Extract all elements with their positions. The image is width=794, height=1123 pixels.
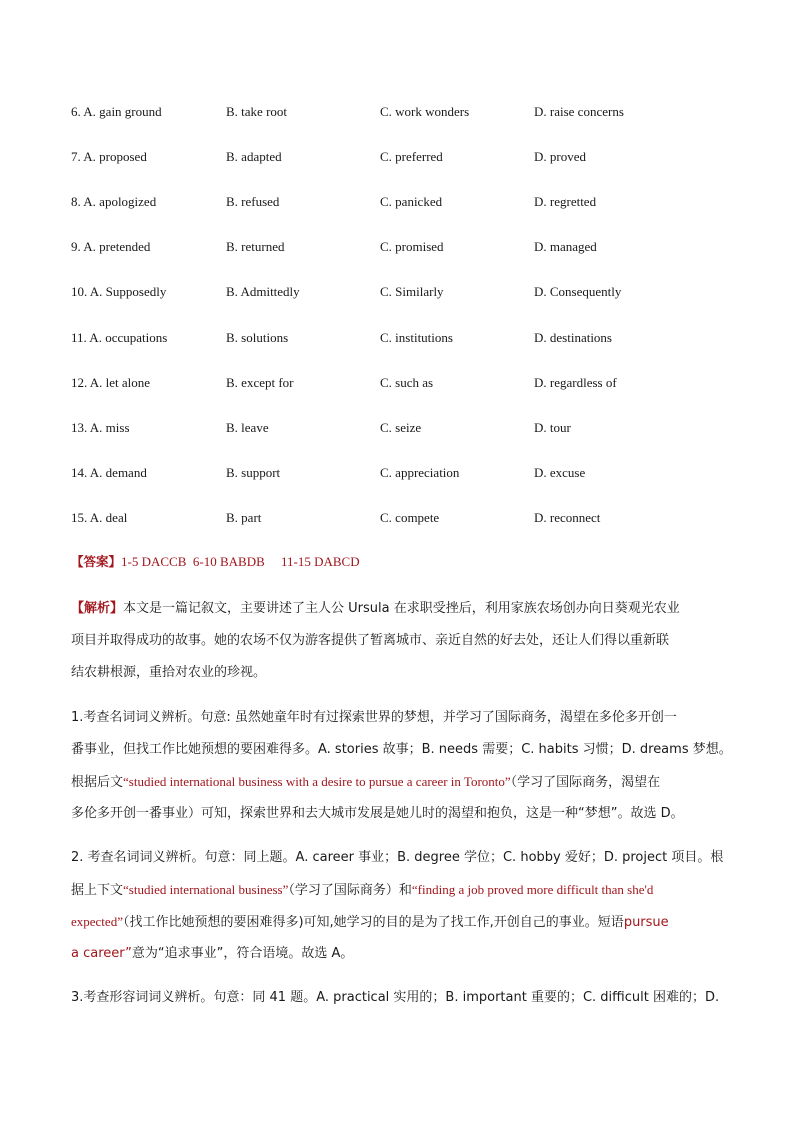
explanation-text: 根据后文 [71, 775, 124, 790]
explanation-text: （学习了国际商务，渴望在 [510, 775, 661, 790]
option-b: B. support [226, 465, 281, 480]
option-c: C. Similarly [380, 284, 444, 299]
analysis-line: 项目并取得成功的故事。她的农场不仅为游客提供了暂离城市、亲近自然的好去处，还让人们得以重新联 [71, 633, 670, 648]
quoted-phrase: “studied international business” [123, 882, 289, 897]
option-b: B. Admittedly [226, 284, 300, 299]
explanation-line: 3.考查形容词词义辨析。句意：同 41 题。A. practical 实用的；B. important 重要的；C. difficult 困难的；D. [71, 990, 720, 1005]
option-b: B. part [226, 510, 262, 525]
explanation-3 [71, 982, 737, 1014]
option-b: B. solutions [226, 330, 289, 345]
option-row-12 [0, 373, 794, 393]
option-row-10 [0, 282, 794, 302]
option-a: 8. A. apologized [71, 194, 157, 209]
option-b: B. leave [226, 420, 269, 435]
explanation-text: 意为“追求事业”，符合语境。故选 A。 [131, 946, 354, 961]
option-a: 9. A. pretended [71, 239, 151, 254]
option-a: 14. A. demand [71, 465, 147, 480]
option-d: D. regardless of [534, 375, 617, 390]
option-c: C. work wonders [380, 104, 470, 119]
option-row-15 [0, 508, 794, 528]
explanation-1 [71, 702, 737, 830]
explanation-text: 据上下文 [71, 883, 124, 898]
option-c: C. promised [380, 239, 444, 254]
option-d: D. raise concerns [534, 104, 624, 119]
option-c: C. compete [380, 510, 440, 525]
option-b: B. take root [226, 104, 288, 119]
option-b: B. refused [226, 194, 280, 209]
option-c: C. appreciation [380, 465, 460, 480]
option-b: B. except for [226, 375, 294, 390]
explanation-2 [71, 842, 737, 970]
answer-tag: 【答案】 [71, 554, 122, 569]
analysis-line: 本文是一篇记叙文，主要讲述了主人公 Ursula 在求职受挫后，利用家族农场创办向日葵观光农业 [123, 601, 680, 616]
option-row-7 [0, 147, 794, 167]
answer-text: 1-5 DACCB 6-10 BABDB 11-15 DABCD [121, 554, 360, 569]
explanation-text: （找工作比她预想的要困难得多)可知,她学习的目的是为了找工作,开创自己的事业。短语 [122, 915, 624, 930]
explanation-text: （学习了国际商务）和 [288, 883, 412, 898]
explanation-line: 1.考查名词词义辨析。句意: 虽然她童年时有过探索世界的梦想，并学习了国际商务，渴望在多伦多开创一 [71, 710, 677, 725]
explanation-line: 2. 考查名词词义辨析。句意：同上题。A. career 事业；B. degree 学位；C. hobby 爱好；D. project 项目。根 [71, 850, 724, 865]
option-row-8 [0, 192, 794, 212]
option-d: D. managed [534, 239, 597, 254]
option-d: D. proved [534, 149, 586, 164]
option-d: D. destinations [534, 330, 612, 345]
quoted-phrase: “studied international business with a desire to pursue a career in Toronto” [123, 774, 511, 789]
option-a: 13. A. miss [71, 420, 130, 435]
option-c: C. institutions [380, 330, 453, 345]
quoted-phrase: pursue [623, 915, 669, 930]
analysis-line: 结农耕根源，重拾对农业的珍视。 [71, 665, 267, 680]
option-c: C. panicked [380, 194, 443, 209]
answer-key [71, 552, 360, 572]
option-a: 10. A. Supposedly [71, 284, 167, 299]
option-d: D. regretted [534, 194, 597, 209]
option-c: C. seize [380, 420, 422, 435]
option-b: B. adapted [226, 149, 282, 164]
explanation-line: 多伦多开创一番事业）可知，探索世界和去大城市发展是她儿时的渴望和抱负，这是一种“梦想”。故选 D。 [71, 806, 684, 821]
option-d: D. tour [534, 420, 571, 435]
option-a: 12. A. let alone [71, 375, 151, 390]
option-a: 6. A. gain ground [71, 104, 162, 119]
option-a: 11. A. occupations [71, 330, 168, 345]
analysis-tag: 【解析】 [71, 601, 124, 616]
analysis-summary [71, 593, 737, 689]
option-a: 15. A. deal [71, 510, 128, 525]
option-d: D. reconnect [534, 510, 601, 525]
option-d: D. excuse [534, 465, 586, 480]
quoted-phrase: expected” [71, 914, 123, 929]
explanation-line: 番事业，但找工作比她预想的要困难得多。A. stories 故事；B. needs 需要；C. habits 习惯；D. dreams 梦想。 [71, 742, 732, 757]
option-row-14 [0, 463, 794, 483]
option-c: C. such as [380, 375, 434, 390]
quoted-phrase: a career” [71, 946, 132, 961]
option-row-11 [0, 328, 794, 348]
option-row-13 [0, 418, 794, 438]
quoted-phrase: “finding a job proved more difficult than she'd [411, 882, 654, 897]
option-row-9 [0, 237, 794, 257]
option-b: B. returned [226, 239, 285, 254]
option-c: C. preferred [380, 149, 443, 164]
option-row-6 [0, 102, 794, 122]
option-a: 7. A. proposed [71, 149, 147, 164]
option-d: D. Consequently [534, 284, 622, 299]
